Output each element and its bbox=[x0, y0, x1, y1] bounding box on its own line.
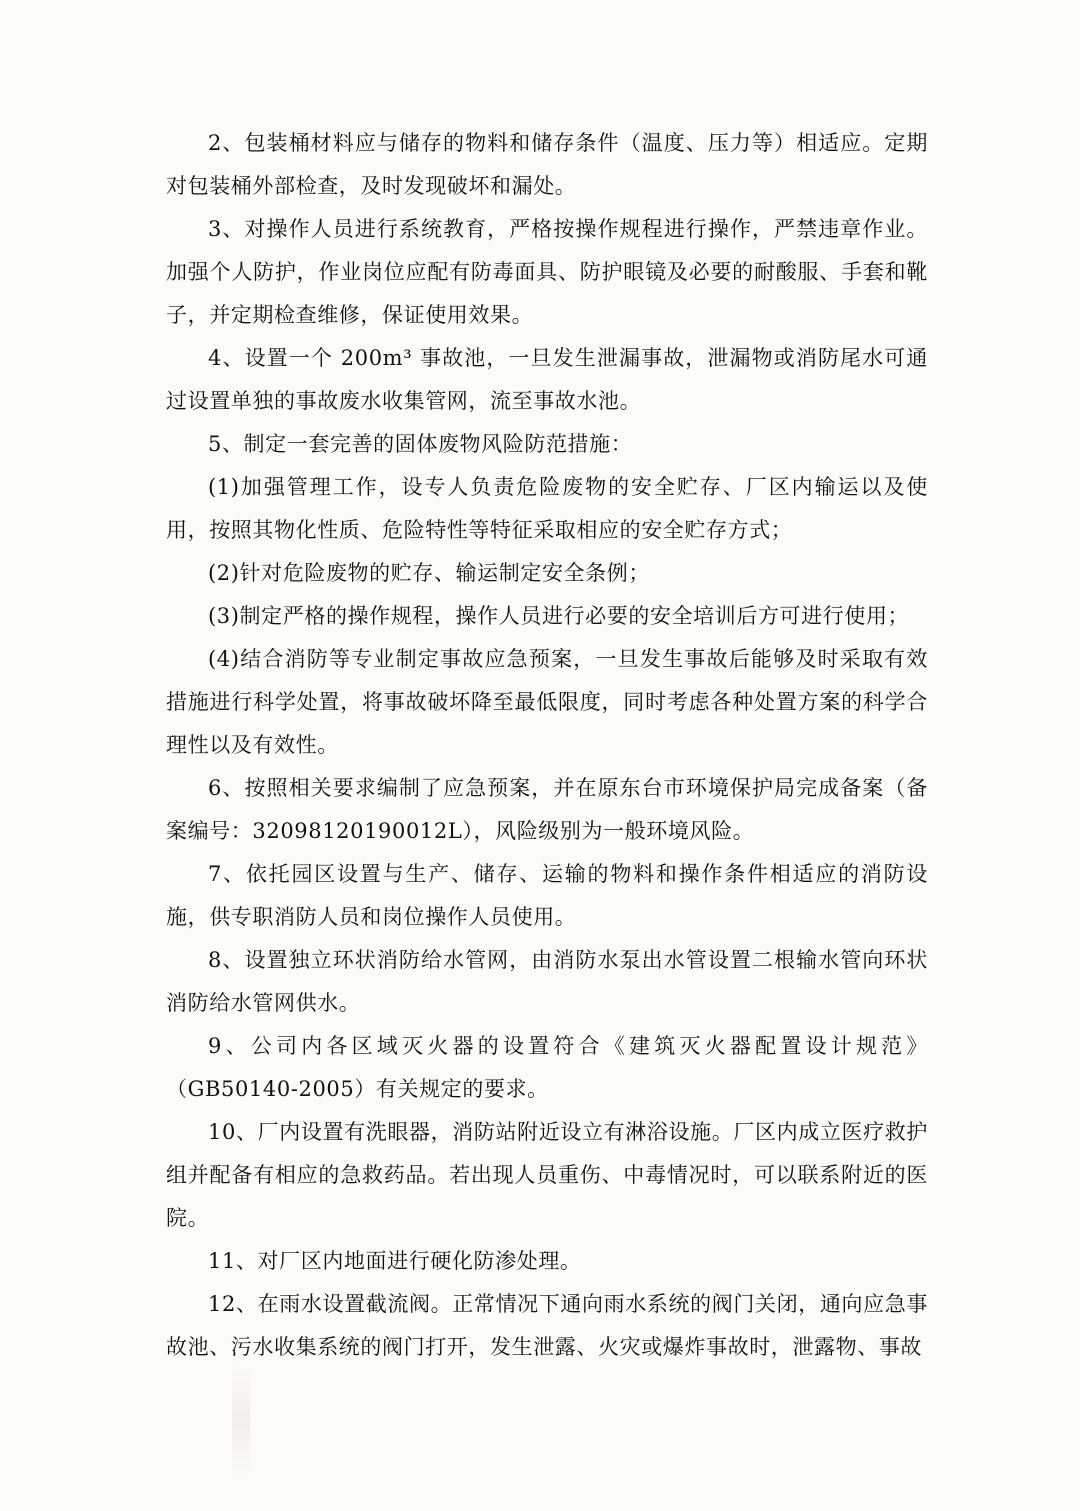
subitem-5-4: (4)结合消防等专业制定事故应急预案，一旦发生事故后能够及时采取有效措施进行科学处置，将事故破坏降至最低限度，同时考虑各种处置方案的科学合理性以及有效性。 bbox=[166, 647, 928, 757]
paragraph-item-2: 2、包装桶材料应与储存的物料和储存条件（温度、压力等）相适应。定期对包装桶外部检查，及时发现破坏和漏处。 bbox=[166, 131, 928, 198]
paragraph-item-8: 8、设置独立环状消防给水管网，由消防水泵出水管设置二根输水管向环状消防给水管网供水。 bbox=[166, 948, 928, 1015]
paragraph-item-7: 7、依托园区设置与生产、储存、运输的物料和操作条件相适应的消防设施，供专职消防人员和岗位操作人员使用。 bbox=[166, 862, 928, 929]
subitem-5-2: (2)针对危险废物的贮存、输运制定安全条例； bbox=[208, 561, 650, 585]
paragraph-item-3: 3、对操作人员进行系统教育，严格按操作规程进行操作，严禁违章作业。加强个人防护，作业岗位应配有防毒面具、防护眼镜及必要的耐酸服、手套和靴子，并定期检查维修，保证使用效果。 bbox=[166, 217, 928, 327]
document-body bbox=[166, 122, 928, 1369]
paragraph-item-5: 5、制定一套完善的固体废物风险防范措施： bbox=[208, 432, 633, 456]
paragraph-item-6: 6、按照相关要求编制了应急预案，并在原东台市环境保护局完成备案（备案编号：32098120190012L），风险级别为一般环境风险。 bbox=[166, 776, 928, 843]
scan-smudge bbox=[232, 1360, 250, 1480]
paragraph-item-10: 10、厂内设置有洗眼器，消防站附近设立有淋浴设施。厂区内成立医疗救护组并配备有相应的急救药品。若出现人员重伤、中毒情况时，可以联系附近的医院。 bbox=[166, 1120, 928, 1230]
subitem-5-1: (1)加强管理工作，设专人负责危险废物的安全贮存、厂区内输运以及使用，按照其物化性质、危险特性等特征采取相应的安全贮存方式； bbox=[166, 475, 928, 542]
paragraph-item-11: 11、对厂区内地面进行硬化防渗处理。 bbox=[208, 1249, 582, 1273]
subitem-5-3: (3)制定严格的操作规程，操作人员进行必要的安全培训后方可进行使用； bbox=[208, 604, 910, 628]
paragraph-item-9: 9、公司内各区域灭火器的设置符合《建筑灭火器配置设计规范》（GB50140-2005）有关规定的要求。 bbox=[166, 1034, 928, 1101]
paragraph-item-4: 4、设置一个 200m³ 事故池，一旦发生泄漏事故，泄漏物或消防尾水可通过设置单独的事故废水收集管网，流至事故水池。 bbox=[166, 346, 928, 413]
paragraph-item-12: 12、在雨水设置截流阀。正常情况下通向雨水系统的阀门关闭，通向应急事故池、污水收集系统的阀门打开，发生泄露、火灾或爆炸事故时，泄露物、事故 bbox=[166, 1292, 928, 1359]
